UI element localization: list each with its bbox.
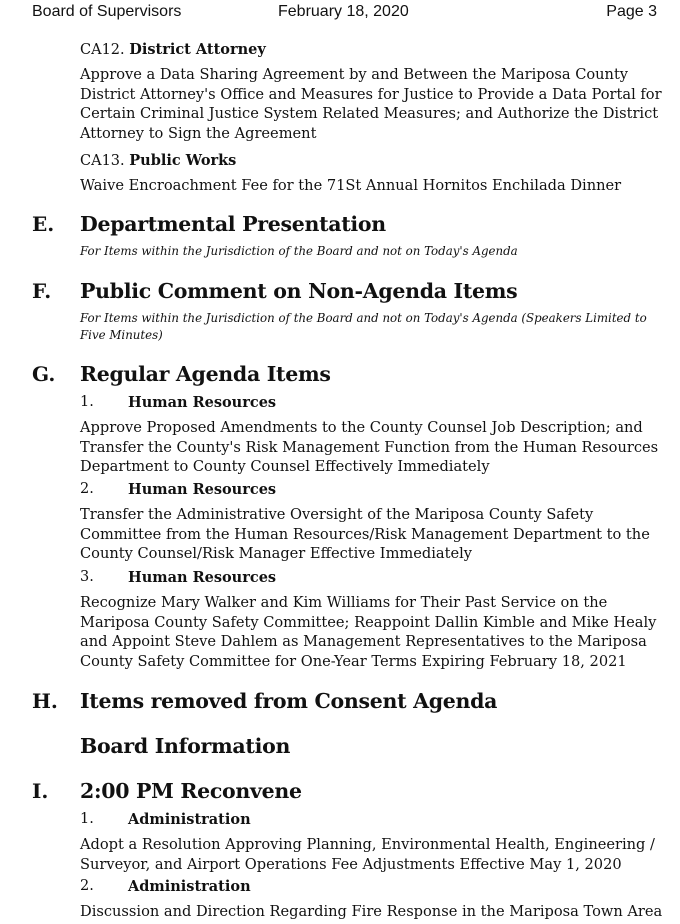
section-g-letter: G. xyxy=(32,362,56,386)
section-f-note: For Items within the Jurisdiction of the Board and not on Today's Agenda (Speakers Limited to Five Minutes) xyxy=(80,311,647,342)
section-e-letter: E. xyxy=(32,212,55,236)
i-item-2-description: Discussion and Direction Regarding Fire Response in the Mariposa Town Area xyxy=(80,903,663,920)
ca13-department: Public Works xyxy=(129,152,237,169)
section-e-note: For Items within the Jurisdiction of the Board and not on Today's Agenda xyxy=(80,244,518,258)
g-item-2-department: Human Resources xyxy=(128,481,277,498)
header-page-number: Page 3 xyxy=(606,3,657,20)
ca13-description: Waive Encroachment Fee for the 71St Annual Hornitos Enchilada Dinner xyxy=(80,177,622,194)
section-e-title: Departmental Presentation xyxy=(80,212,386,236)
section-h-letter: H. xyxy=(32,689,58,713)
section-g-title: Regular Agenda Items xyxy=(80,362,331,386)
board-information-title: Board Information xyxy=(80,734,291,758)
header-date: February 18, 2020 xyxy=(278,3,409,20)
g-item-2-description: Transfer the Administrative Oversight of the Mariposa County Safety Committee from the Human Resources/Risk Management Department to the County Counsel/Risk Manager Effective Immediately xyxy=(80,506,650,563)
ca12-description: Approve a Data Sharing Agreement by and Between the Mariposa County District Attorney's Office and Measures for Justice to Provide a Data Portal for Certain Criminal Justice System Related Measures; and Authorize the District Attorney to Sign the Agreement xyxy=(80,66,662,142)
g-item-1-description: Approve Proposed Amendments to the County Counsel Job Description; and Transfer the County's Risk Management Function from the Human Resources Department to County Counsel Effectively Immediately xyxy=(80,419,659,476)
i-item-2-department: Administration xyxy=(128,878,251,895)
g-item-1-number: 1. xyxy=(80,394,94,410)
section-i-letter: I. xyxy=(32,779,49,803)
section-f-letter: F. xyxy=(32,279,52,303)
i-item-1-description: Adopt a Resolution Approving Planning, Environmental Health, Engineering / Surveyor, and Airport Operations Fee Adjustments Effective May 1, 2020 xyxy=(80,836,655,873)
g-item-3-number: 3. xyxy=(80,569,94,585)
section-f-title: Public Comment on Non-Agenda Items xyxy=(80,279,518,303)
g-item-1-department: Human Resources xyxy=(128,394,277,411)
header-board-name: Board of Supervisors xyxy=(32,3,182,20)
ca12-department: District Attorney xyxy=(129,41,266,58)
ca12-code: CA12. xyxy=(80,42,125,58)
i-item-1-number: 1. xyxy=(80,811,94,827)
section-h-title: Items removed from Consent Agenda xyxy=(80,689,498,713)
ca13-code: CA13. xyxy=(80,153,125,169)
g-item-2-number: 2. xyxy=(80,481,94,497)
ca12-heading xyxy=(80,41,266,58)
i-item-2-number: 2. xyxy=(80,878,94,894)
i-item-1-department: Administration xyxy=(128,811,251,828)
ca13-heading xyxy=(80,152,236,169)
g-item-3-department: Human Resources xyxy=(128,569,277,586)
section-i-title: 2:00 PM Reconvene xyxy=(80,779,302,803)
g-item-3-description: Recognize Mary Walker and Kim Williams for Their Past Service on the Mariposa County Safety Committee; Reappoint Dallin Kimble and Mike Healy and Appoint Steve Dahlem as Management Representatives to the Mariposa County Safety Committee for One-Year Terms Expiring February 18, 2021 xyxy=(80,594,657,670)
